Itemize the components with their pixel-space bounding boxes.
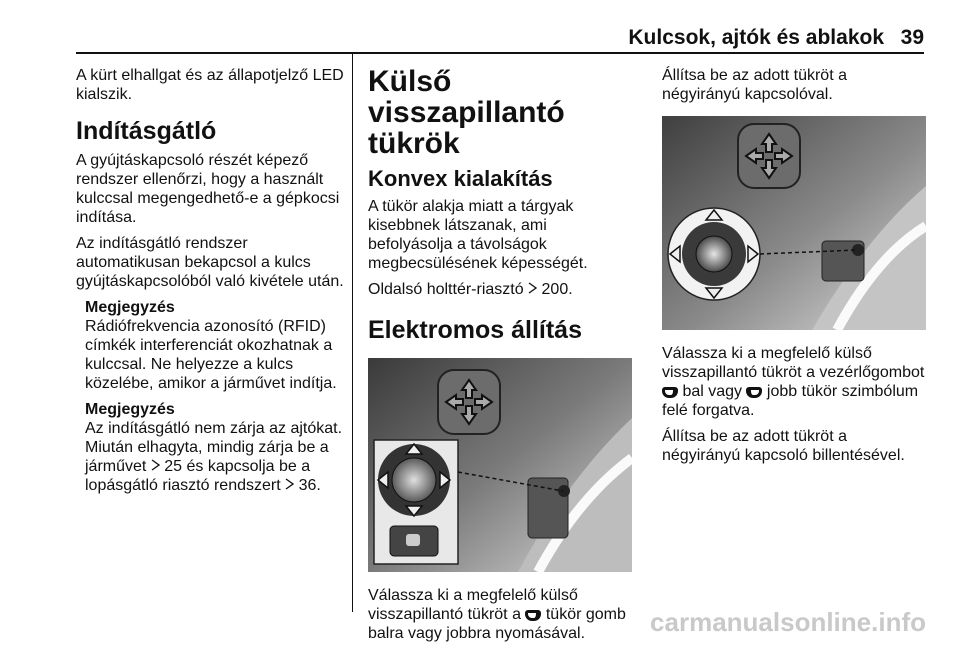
page-number: 39 xyxy=(900,26,924,49)
photo-caption: Válassza ki a megfelelő külső visszapillantó tükröt a tükör gomb balra vagy jobbra nyomásával. xyxy=(368,587,626,642)
column-3 xyxy=(662,66,928,472)
note-text: Rádiófrekvencia azonosító (RFID) címkék interferenciát okozhatnak a kulccsal. Ne helyezze a kulcs közelébe, amikor a járművet indítja. xyxy=(85,318,337,392)
column-divider xyxy=(352,52,353,612)
section-heading-immobilizer: Indításgátló xyxy=(76,117,217,145)
mirror-switch-photo xyxy=(368,358,632,572)
note-1 xyxy=(85,298,344,393)
header-title: Kulcsok, ajtók és ablakok xyxy=(628,26,884,49)
note-2 xyxy=(85,400,344,495)
column-2 xyxy=(368,66,634,650)
page-reference[interactable]: 25 xyxy=(164,458,183,475)
immobilizer-paragraph-2: Az indításgátló rendszer automatikusan bekapcsol a kulcs gyújtáskapcsolóból való kivétele után. xyxy=(76,235,344,290)
four-way-switch-paragraph: Állítsa be az adott tükröt a négyirányú kapcsolóval. xyxy=(662,67,847,103)
mirror-right-icon xyxy=(746,387,762,398)
page-reference[interactable]: 200. xyxy=(541,281,573,298)
reference-arrow-icon xyxy=(285,478,294,490)
convex-paragraph: A tükör alakja miatt a tárgyak kisebbnek látszanak, ami befolyásolja a távolságok megbecsülésének képességét. xyxy=(368,198,588,272)
header-rule xyxy=(76,52,924,54)
section-heading-electric-adjustment: Elektromos állítás xyxy=(368,316,582,344)
reference-arrow-icon xyxy=(151,459,160,471)
watermark: carmanualsonline.info xyxy=(650,607,926,637)
column-1 xyxy=(76,66,344,502)
note-label: Megjegyzés xyxy=(85,401,175,418)
note-label: Megjegyzés xyxy=(85,299,175,316)
mirror-left-icon xyxy=(525,610,541,621)
reference-arrow-icon xyxy=(528,282,537,294)
intro-paragraph: A kürt elhallgat és az állapotjelző LED kialszik. xyxy=(76,67,344,103)
tilt-paragraph: Állítsa be az adott tükröt a négyirányú kapcsoló billentésével. xyxy=(662,428,905,464)
mirror-left-icon xyxy=(662,387,678,398)
mirror-knob-photo xyxy=(662,116,926,330)
blind-spot-reference: Oldalsó holttér-riasztó 200. xyxy=(368,281,573,298)
subheading-convex: Konvex kialakítás xyxy=(368,166,553,191)
page-reference[interactable]: 36. xyxy=(298,477,321,494)
section-heading-mirrors: Külső visszapillantó tükrök xyxy=(368,65,565,160)
immobilizer-paragraph-1: A gyújtáskapcsoló részét képező rendszer ellenőrzi, hogy a használt kulccsal megengedhető-e a gépkocsi indítása. xyxy=(76,152,340,226)
note-text: Az indításgátló nem zárja az ajtókat. Miután elhagyta, mindig zárja be a járművet 25 és kapcsolja be a lopásgátló riasztó rendszert 36. xyxy=(85,420,343,494)
knob-selection-paragraph: Válassza ki a megfelelő külső visszapillantó tükröt a vezérlőgombot bal vagy jobb tükör szimbólum felé forgatva. xyxy=(662,345,925,419)
